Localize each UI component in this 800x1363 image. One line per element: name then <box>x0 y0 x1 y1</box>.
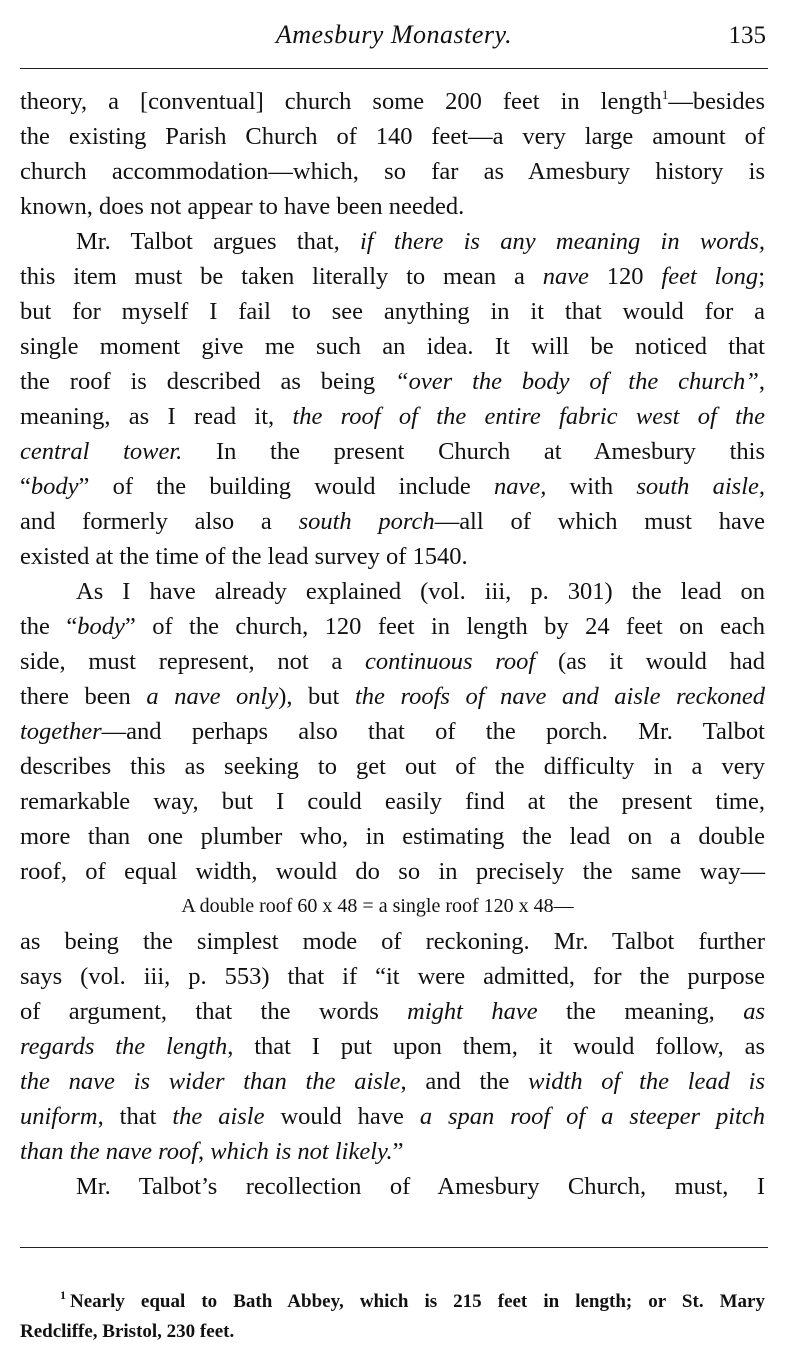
line-text: side, must represent, not a <box>20 648 366 675</box>
text-line: roof, of equal width, would do so in precisely the same way— <box>20 858 765 885</box>
italic-text: the aisle <box>172 1103 265 1130</box>
line-text: In the present Church at Amesbury this <box>182 438 765 465</box>
text-line <box>20 259 765 294</box>
italic-text: the roof of the entire fabric west of the <box>292 403 766 430</box>
text-line: existed at the time of the lead survey of 1540. <box>20 543 468 570</box>
footnote <box>20 1287 765 1347</box>
line-text: with <box>546 473 637 500</box>
italic-text: continuous roof <box>365 648 536 675</box>
line-text: —besides <box>668 88 765 115</box>
text-line <box>20 1064 765 1099</box>
text-line <box>20 364 765 399</box>
italic-text: than the nave roof <box>20 1138 199 1165</box>
text-line <box>20 399 765 434</box>
text-line <box>20 679 765 714</box>
italic-text: “over the body of the church” <box>395 368 759 395</box>
line-text: —and perhaps also that of the porch. Mr. Talbot <box>101 718 765 745</box>
text-line <box>20 994 765 1029</box>
line-text: the “ <box>20 613 78 640</box>
formula-line: A double roof 60 x 48 = a single roof 120 x 48— <box>181 895 574 917</box>
text-line: As I have already explained (vol. iii, p. 301) the lead on <box>76 578 765 605</box>
text-line <box>20 609 765 644</box>
italic-text: width of the lead is <box>528 1068 765 1095</box>
text-line <box>20 714 765 749</box>
italic-text: as <box>743 998 765 1025</box>
line-text: , that I put upon them, it would follow, as <box>227 1033 765 1060</box>
italic-text: feet long <box>661 263 759 290</box>
line-text: and formerly also a <box>20 508 299 535</box>
text-line <box>20 224 765 259</box>
italic-text: south aisle, <box>636 473 766 500</box>
italic-text: a span roof of a steeper pitch <box>419 1103 765 1130</box>
text-line <box>20 469 765 504</box>
italic-text: the roofs of nave and aisle reckoned <box>354 683 765 710</box>
footnote-rule <box>20 1247 768 1248</box>
text-line <box>20 644 765 679</box>
italic-text: the nave is wider than the aisle <box>20 1068 401 1095</box>
line-text: of argument, that the words <box>20 998 408 1025</box>
text-line <box>20 84 765 119</box>
page-number: 135 <box>728 22 766 49</box>
italic-text: nave <box>542 263 589 290</box>
line-text: ), but <box>278 683 355 710</box>
italic-text: south porch <box>298 508 435 535</box>
footnote-line: Redcliffe, Bristol, 230 feet. <box>20 1321 235 1342</box>
footnote-ref: 1 <box>661 87 669 102</box>
footnote-marker: 1 <box>60 1288 66 1302</box>
line-text: ; <box>758 263 765 290</box>
line-text: “ <box>20 473 31 500</box>
text-line: the existing Parish Church of 140 feet—a very large amount of <box>20 123 765 150</box>
italic-text: body <box>30 473 79 500</box>
italic-text: uniform <box>20 1103 98 1130</box>
line-text: would have <box>264 1103 420 1130</box>
line-text: this item must be taken literally to mean a <box>20 263 543 290</box>
text-line: church accommodation—which, so far as Amesbury history is <box>20 158 765 185</box>
italic-text: body <box>77 613 125 640</box>
text-line <box>20 504 765 539</box>
text-line <box>20 1029 765 1064</box>
text-line: known, does not appear to have been needed. <box>20 193 465 220</box>
line-text: (as it would had <box>535 648 765 675</box>
text-line <box>20 1099 765 1134</box>
footnote-text: Nearly equal to Bath Abbey, which is 215 feet in length; or St. Mary <box>70 1291 765 1312</box>
text-line: Mr. Talbot’s recollection of Amesbury Church, must, I <box>76 1173 765 1200</box>
page-header <box>20 16 768 56</box>
line-text: —all of which must have <box>434 508 765 535</box>
text-line: describes this as seeking to get out of the difficulty in a very <box>20 753 765 780</box>
text-line: says (vol. iii, p. 553) that if “it were admitted, for the purpose <box>20 963 765 990</box>
text-line: more than one plumber who, in estimating the lead on a double <box>20 823 765 850</box>
line-text: the meaning, <box>537 998 744 1025</box>
line-text: , <box>758 368 765 395</box>
italic-text: central tower. <box>20 438 183 465</box>
line-text: meaning, as I read it, <box>20 403 293 430</box>
italic-text: if there is any meaning in words, <box>360 228 765 255</box>
text-line <box>20 434 765 469</box>
text-line: as being the simplest mode of reckoning. Mr. Talbot further <box>20 928 765 955</box>
line-text: the roof is described as being <box>20 368 396 395</box>
line-text: Mr. Talbot argues that, <box>76 228 360 255</box>
text-line <box>20 1134 765 1169</box>
italic-text: nave, <box>493 473 547 500</box>
line-text: 120 <box>588 263 662 290</box>
italic-text: which is not likely. <box>210 1138 393 1165</box>
italic-text: might have <box>407 998 538 1025</box>
line-text: theory, a [conventual] church some 200 feet in length <box>20 88 662 115</box>
italic-text: together <box>20 718 102 745</box>
line-text: there been <box>20 683 147 710</box>
italic-text: regards the length <box>20 1033 228 1060</box>
text-line: single moment give me such an idea. It will be noticed that <box>20 333 765 360</box>
footnote-line <box>20 1287 765 1317</box>
line-text: ” <box>392 1138 404 1165</box>
text-line: remarkable way, but I could easily find at the present time, <box>20 788 765 815</box>
line-text: , that <box>97 1103 173 1130</box>
line-text: , and the <box>400 1068 529 1095</box>
body-text <box>20 84 765 1204</box>
header-rule <box>20 68 768 69</box>
italic-text: a nave only <box>146 683 279 710</box>
text-line: but for myself I fail to see anything in it that would for a <box>20 298 765 325</box>
line-text: , <box>198 1138 211 1165</box>
line-text: ” of the building would include <box>78 473 494 500</box>
line-text: ” of the church, 120 feet in length by 24 feet on each <box>124 613 765 640</box>
running-title: Amesbury Monastery. <box>275 20 513 49</box>
